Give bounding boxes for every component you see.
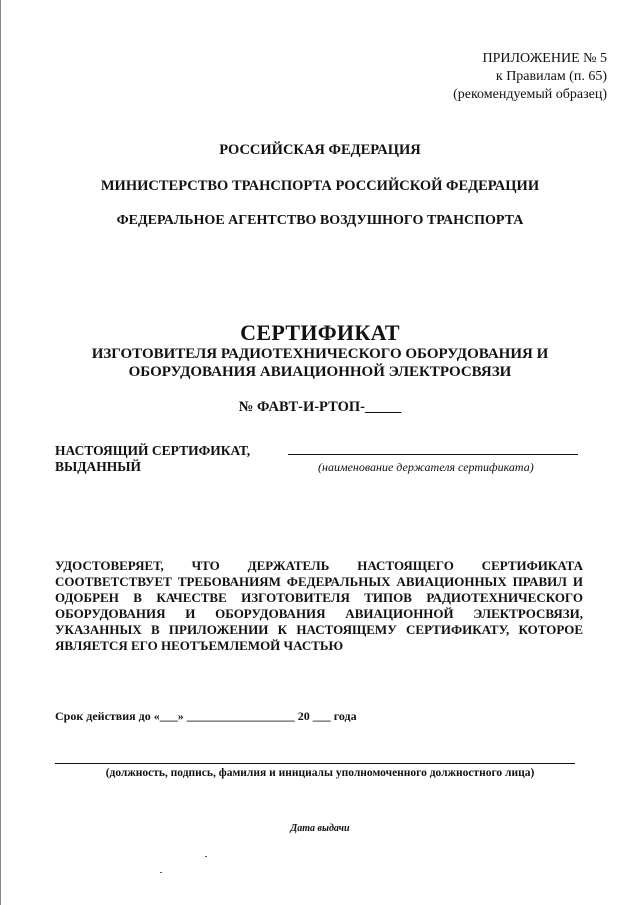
certification-statement: УДОСТОВЕРЯЕТ, ЧТО ДЕРЖАТЕЛЬ НАСТОЯЩЕГО СЕРТИФИКАТА СООТВЕТСТВУЕТ ТРЕБОВАНИЯМ ФЕДЕРАЛЬНЫХ АВИАЦИОННЫХ ПРАВИЛ И ОДОБРЕН В КАЧЕСТВЕ ИЗГОТОВИТЕЛЯ ТИПОВ РАДИОТЕХНИЧЕСКОГО ОБОРУДОВАНИЯ И ОБОРУДОВАНИЯ АВИАЦИОННОЙ ЭЛЕКТРОСВЯЗИ, УКАЗАННЫХ В ПРИЛОЖЕНИИ К НАСТОЯЩЕМУ СЕРТИФИКАТУ, КОТОРОЕ ЯВЛЯЕТСЯ ЕГО НЕОТЪЕМЛЕМОЙ ЧАСТЬЮ: [55, 558, 583, 653]
certificate-subtitle: [0, 345, 640, 381]
subtitle-line-2: ОБОРУДОВАНИЯ АВИАЦИОННОЙ ЭЛЕКТРОСВЯЗИ: [128, 364, 512, 380]
appendix-rules-ref: к Правилам (п. 65): [495, 69, 607, 84]
certificate-number: № ФАВТ-И-РТОП-_____: [238, 399, 402, 415]
holder-name-caption: (наименование держателя сертификата): [318, 460, 534, 474]
signature-caption: (должность, подпись, фамилия и инициалы уполномоченного должностного лица): [105, 767, 535, 779]
country-heading: РОССИЙСКАЯ ФЕДЕРАЦИЯ: [219, 142, 421, 158]
holder-label-line-1: НАСТОЯЩИЙ СЕРТИФИКАТ,: [55, 443, 251, 458]
scan-speck: [205, 856, 207, 857]
scan-speck: [160, 872, 162, 873]
holder-name-field-line: [288, 454, 578, 455]
validity-term: Срок действия до «___» __________________ 20 ___ года: [55, 709, 357, 723]
appendix-block: [387, 50, 607, 104]
subtitle-line-1: ИЗГОТОВИТЕЛЯ РАДИОТЕХНИЧЕСКОГО ОБОРУДОВАНИЯ И: [91, 346, 549, 362]
ministry-heading: МИНИСТЕРСТВО ТРАНСПОРТА РОССИЙСКОЙ ФЕДЕРАЦИИ: [100, 178, 540, 194]
issue-date-label: Дата выдачи: [290, 823, 350, 834]
signature-line: [55, 763, 575, 764]
holder-label: [55, 443, 250, 475]
appendix-number: ПРИЛОЖЕНИЕ № 5: [482, 51, 607, 66]
certificate-title: СЕРТИФИКАТ: [240, 320, 400, 345]
holder-label-line-2: ВЫДАННЫЙ: [55, 459, 142, 474]
agency-heading: ФЕДЕРАЛЬНОЕ АГЕНТСТВО ВОЗДУШНОГО ТРАНСПОРТА: [116, 213, 524, 228]
appendix-sample-note: (рекомендуемый образец): [453, 87, 607, 102]
